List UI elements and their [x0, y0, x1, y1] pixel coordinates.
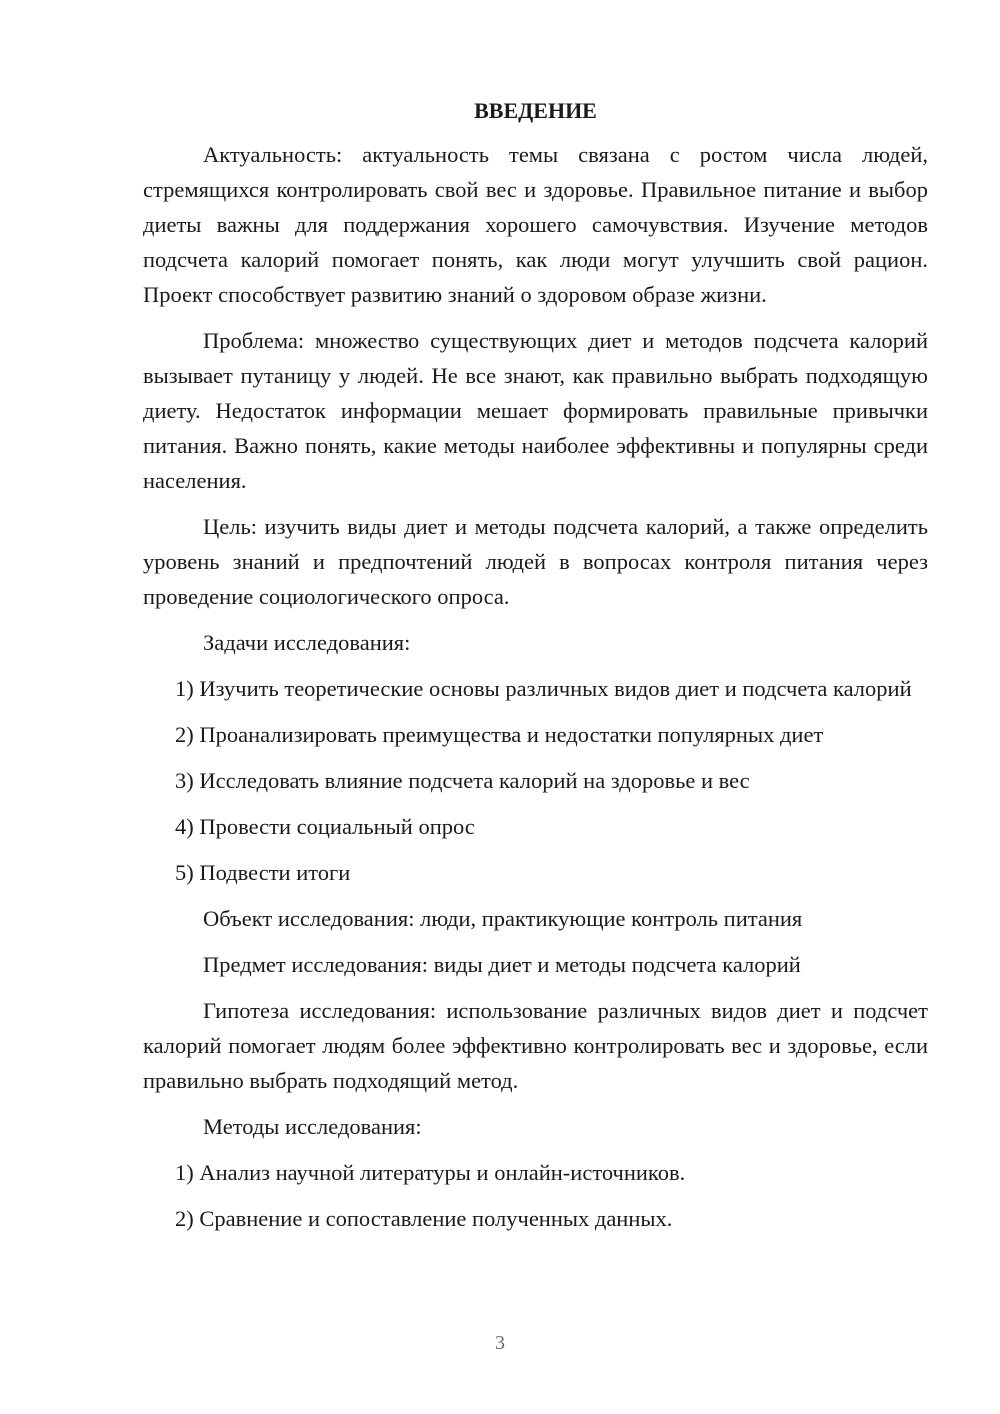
method-item: 1) Анализ научной литературы и онлайн-источников. [175, 1160, 686, 1185]
relevance-paragraph: Актуальность: актуальность темы связана с ростом числа людей, стремящихся контролировать свой вес и здоровье. Правильное питание и выбор диеты важны для поддержания хорошего самочувствия. Изучение методов подсчета калорий помогает понять, как люди могут улучшить свой рацион. Проект способствует развитию знаний о здоровом образе жизни. [143, 142, 928, 307]
task-item: 4) Провести социальный опрос [175, 814, 475, 839]
methods-heading: Методы исследования: [203, 1114, 422, 1139]
page-number: 3 [495, 1332, 505, 1354]
task-item: 1) Изучить теоретические основы различных видов диет и подсчета калорий [175, 676, 912, 701]
section-title: ВВЕДЕНИЕ [474, 98, 597, 123]
tasks-heading: Задачи исследования: [203, 630, 411, 655]
document-page [143, 96, 928, 1247]
research-object: Объект исследования: люди, практикующие контроль питания [203, 906, 803, 931]
goal-paragraph: Цель: изучить виды диет и методы подсчета калорий, а также определить уровень знаний и предпочтений людей в вопросах контроля питания через проведение социологического опроса. [143, 514, 928, 609]
method-item: 2) Сравнение и сопоставление полученных данных. [175, 1206, 673, 1231]
task-item: 2) Проанализировать преимущества и недостатки популярных диет [175, 722, 824, 747]
task-item: 3) Исследовать влияние подсчета калорий на здоровье и вес [175, 768, 750, 793]
hypothesis-paragraph: Гипотеза исследования: использование различных видов диет и подсчет калорий помогает людям более эффективно контролировать вес и здоровье, если правильно выбрать подходящий метод. [143, 998, 928, 1093]
research-subject: Предмет исследования: виды диет и методы подсчета калорий [203, 952, 801, 977]
task-item: 5) Подвести итоги [175, 860, 351, 885]
problem-paragraph: Проблема: множество существующих диет и методов подсчета калорий вызывает путаницу у людей. Не все знают, как правильно выбрать подходящую диету. Недостаток информации мешает формировать правильные привычки питания. Важно понять, какие методы наиболее эффективны и популярны среди населения. [143, 328, 928, 493]
